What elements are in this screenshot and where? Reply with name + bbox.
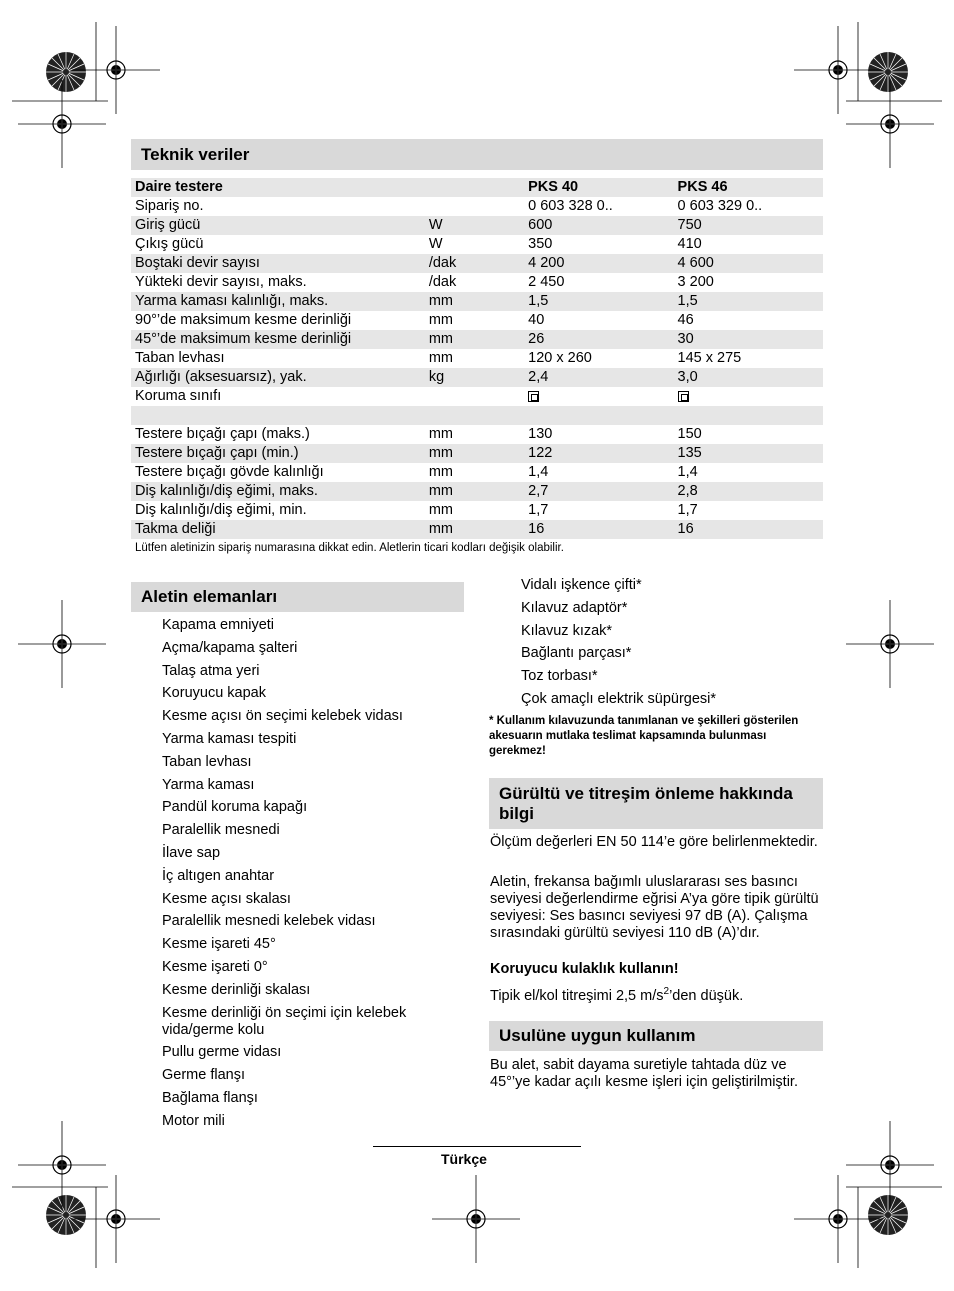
table-row (131, 216, 823, 235)
table-cell: Boştaki devir sayısı (131, 254, 425, 273)
table-row (131, 254, 823, 273)
table-cell: /dak (425, 254, 524, 273)
list-item: Yarma kaması (162, 776, 255, 793)
list-item: Çok amaçlı elektrik süpürgesi* (521, 690, 717, 707)
table-cell: 130 (528, 426, 553, 442)
list-item: Kapama emniyeti (162, 617, 275, 633)
table-cell: 2,8 (674, 482, 823, 501)
table-cell: 410 (677, 236, 702, 252)
table-row (131, 292, 823, 311)
list-item: Motor mili (162, 1112, 225, 1129)
table-cell: 1,5 (524, 292, 673, 311)
table-cell: 3 200 (677, 274, 714, 290)
list-item: Taban levhası (162, 753, 252, 770)
accessory-footnote: * Kullanım kılavuzunda tanımlanan ve şekilleri gösterilen akesuarın mutlaka teslimat kapsamında bulunması gerekmez! (489, 715, 799, 757)
table-row (131, 235, 823, 254)
table-row (131, 311, 823, 330)
table-cell: Yarma kaması kalınlığı, maks. (131, 292, 425, 311)
technical-data-heading: Teknik veriler (131, 139, 823, 170)
protection-class-ii-icon (528, 391, 539, 402)
vibration-exponent: 2 (663, 986, 670, 997)
table-cell: 3,0 (674, 368, 823, 387)
table-cell: mm (428, 464, 454, 480)
table-header-row (131, 178, 823, 197)
list-item: Kesme açısı skalası (162, 890, 291, 907)
table-cell: mm (428, 312, 454, 328)
protection-class-ii-icon (678, 391, 689, 402)
table-cell: W (428, 236, 443, 252)
table-row (131, 406, 823, 425)
list-item: Bağlantı parçası* (521, 645, 632, 662)
table-cell: mm (425, 330, 524, 349)
list-item: Paralellik mesnedi (162, 822, 280, 839)
table-cell: 135 (674, 444, 823, 463)
table-cell: 1,4 (677, 464, 698, 480)
list-item: Kesme derinliği ön seçimi için kelebek vida/germe kolu (162, 1004, 407, 1038)
table-row (131, 520, 823, 539)
table-cell (131, 406, 425, 425)
list-item: İlave sap (162, 844, 221, 861)
table-cell: 120 x 260 (528, 350, 592, 366)
table-cell: 2,4 (524, 368, 673, 387)
table-cell: 1,7 (528, 502, 549, 518)
table-cell: Yükteki devir sayısı, maks. (135, 274, 307, 290)
table-cell: Takma deliği (131, 520, 425, 539)
table-cell: mm (428, 426, 454, 442)
list-item: Germe flanşı (162, 1067, 245, 1084)
table-cell: mm (428, 502, 454, 518)
table-cell: mm (425, 482, 524, 501)
table-cell: Ağırlığı (aksesuarsız), yak. (131, 368, 425, 387)
table-cell: W (425, 216, 524, 235)
list-item: Açma/kapama şalteri (162, 639, 298, 656)
header-cell: Daire testere (131, 178, 425, 197)
table-row (131, 368, 823, 387)
intended-use-heading: Usulüne uygun kullanım (489, 1021, 823, 1051)
table-cell: Diş kalınlığı/diş eğimi, maks. (131, 482, 425, 501)
table-cell: 0 603 329 0.. (677, 198, 763, 214)
table-cell (524, 387, 673, 406)
accessories-list (521, 577, 821, 714)
table-cell: /dak (428, 274, 457, 290)
vibration-text: Tipik el/kol titreşimi 2,5 m/s (490, 987, 664, 1004)
table-cell: 45°’de maksimum kesme derinliği (131, 330, 425, 349)
table-cell: 26 (524, 330, 673, 349)
table-cell: 30 (674, 330, 823, 349)
table-cell: 1,7 (677, 502, 698, 518)
vibration-paragraph (490, 983, 820, 1005)
table-row (131, 349, 823, 368)
list-item: Yarma kaması tespiti (162, 730, 297, 747)
table-cell: Testere bıçağı gövde kalınlığı (135, 464, 324, 480)
table-cell: 16 (674, 520, 823, 539)
list-item: Vidalı işkence çifti* (521, 577, 642, 593)
list-item: İç altıgen anahtar (162, 867, 275, 884)
table-cell: Çıkış gücü (135, 236, 204, 252)
table-row (131, 444, 823, 463)
table-cell: 40 (528, 312, 545, 328)
table-cell: 145 x 275 (677, 350, 742, 366)
table-cell: 150 (677, 426, 702, 442)
table-cell: Giriş gücü (131, 216, 425, 235)
list-item: Kesme derinliği skalası (162, 981, 311, 998)
table-cell: 600 (524, 216, 673, 235)
table-cell (425, 197, 524, 216)
list-item: Toz torbası* (521, 668, 598, 685)
noise-paragraph-2: Aletin, frekansa bağımlı uluslararası ses basıncı seviyesi değerlendirme eğrisi A’ya göre tipik gürültü seviyesi: Ses basıncı seviyesi 97 dB (A). Çalışma sırasındaki gürültü seviyesi 110 dB (A)’dır. (490, 874, 819, 941)
header-cell: PKS 46 (674, 178, 823, 197)
intended-use-paragraph: Bu alet, sabit dayama suretiyle tahtada düz ve 45°’ye kadar açılı kesme işleri için geliştirilmiştir. (490, 1057, 798, 1090)
table-cell: mm (425, 520, 524, 539)
footer-language: Türkçe (441, 1151, 487, 1167)
table-cell: 16 (524, 520, 673, 539)
header-cell: PKS 40 (524, 178, 673, 197)
spec-table (131, 178, 823, 539)
table-cell (674, 406, 823, 425)
table-cell: 2 450 (528, 274, 565, 290)
table-cell: 350 (528, 236, 553, 252)
footer-rule (373, 1146, 581, 1147)
table-cell: 0 603 328 0.. (528, 198, 613, 214)
list-item: Kılavuz adaptör* (521, 599, 628, 616)
table-cell: Testere bıçağı çapı (min.) (131, 444, 425, 463)
table-cell: Diş kalınlığı/diş eğimi, min. (135, 502, 307, 518)
list-item: Koruyucu kapak (162, 685, 266, 702)
table-cell (524, 406, 673, 425)
list-item: Bağlama flanşı (162, 1089, 258, 1106)
list-item: Kılavuz kızak* (521, 622, 613, 639)
list-item: Kesme açısı ön seçimi kelebek vidası (162, 708, 403, 725)
vibration-text-end: ’den düşük. (669, 987, 744, 1004)
tool-elements-list (162, 617, 462, 1136)
table-cell: 122 (524, 444, 673, 463)
table-row (131, 387, 823, 406)
table-row (131, 482, 823, 501)
table-row (131, 463, 823, 482)
table-cell (425, 406, 524, 425)
table-cell: 2,7 (524, 482, 673, 501)
table-cell: 1,4 (528, 464, 549, 480)
table-cell: Testere bıçağı çapı (maks.) (135, 426, 310, 442)
order-number-note: Lütfen aletinizin sipariş numarasına dikkat edin. Aletlerin ticari kodları değişik olabilir. (135, 542, 564, 554)
table-cell: Taban levhası (135, 350, 225, 366)
table-cell (425, 387, 524, 406)
ear-protection-warning: Koruyucu kulaklık kullanın! (490, 961, 679, 977)
table-row (131, 330, 823, 349)
noise-vibration-heading: Gürültü ve titreşim önleme hakkında bilgi (489, 778, 823, 829)
table-cell: Koruma sınıfı (135, 388, 222, 404)
list-item: Paralellik mesnedi kelebek vidası (162, 913, 376, 930)
table-cell: 4 200 (524, 254, 673, 273)
table-cell: 46 (677, 312, 694, 328)
list-item: Pullu germe vidası (162, 1044, 282, 1061)
table-cell: 1,5 (674, 292, 823, 311)
table-cell: mm (428, 350, 454, 366)
table-cell: mm (425, 292, 524, 311)
list-item: Talaş atma yeri (162, 662, 260, 679)
table-row (131, 273, 823, 292)
table-cell: mm (425, 444, 524, 463)
tool-elements-heading: Aletin elemanları (131, 582, 464, 612)
list-item: Kesme işareti 0° (162, 958, 268, 975)
table-cell: 4 600 (674, 254, 823, 273)
list-item: Kesme işareti 45° (162, 936, 276, 953)
header-cell (425, 178, 524, 197)
noise-paragraph-1: Ölçüm değerleri EN 50 114’e göre belirlenmektedir. (490, 834, 818, 850)
table-row (131, 501, 823, 520)
table-row (131, 425, 823, 444)
table-row (131, 197, 823, 216)
table-cell: 750 (674, 216, 823, 235)
table-cell: kg (425, 368, 524, 387)
table-cell: 90°’de maksimum kesme derinliği (135, 312, 352, 328)
table-cell (674, 387, 823, 406)
list-item: Pandül koruma kapağı (162, 799, 308, 816)
table-cell: Sipariş no. (135, 198, 204, 214)
